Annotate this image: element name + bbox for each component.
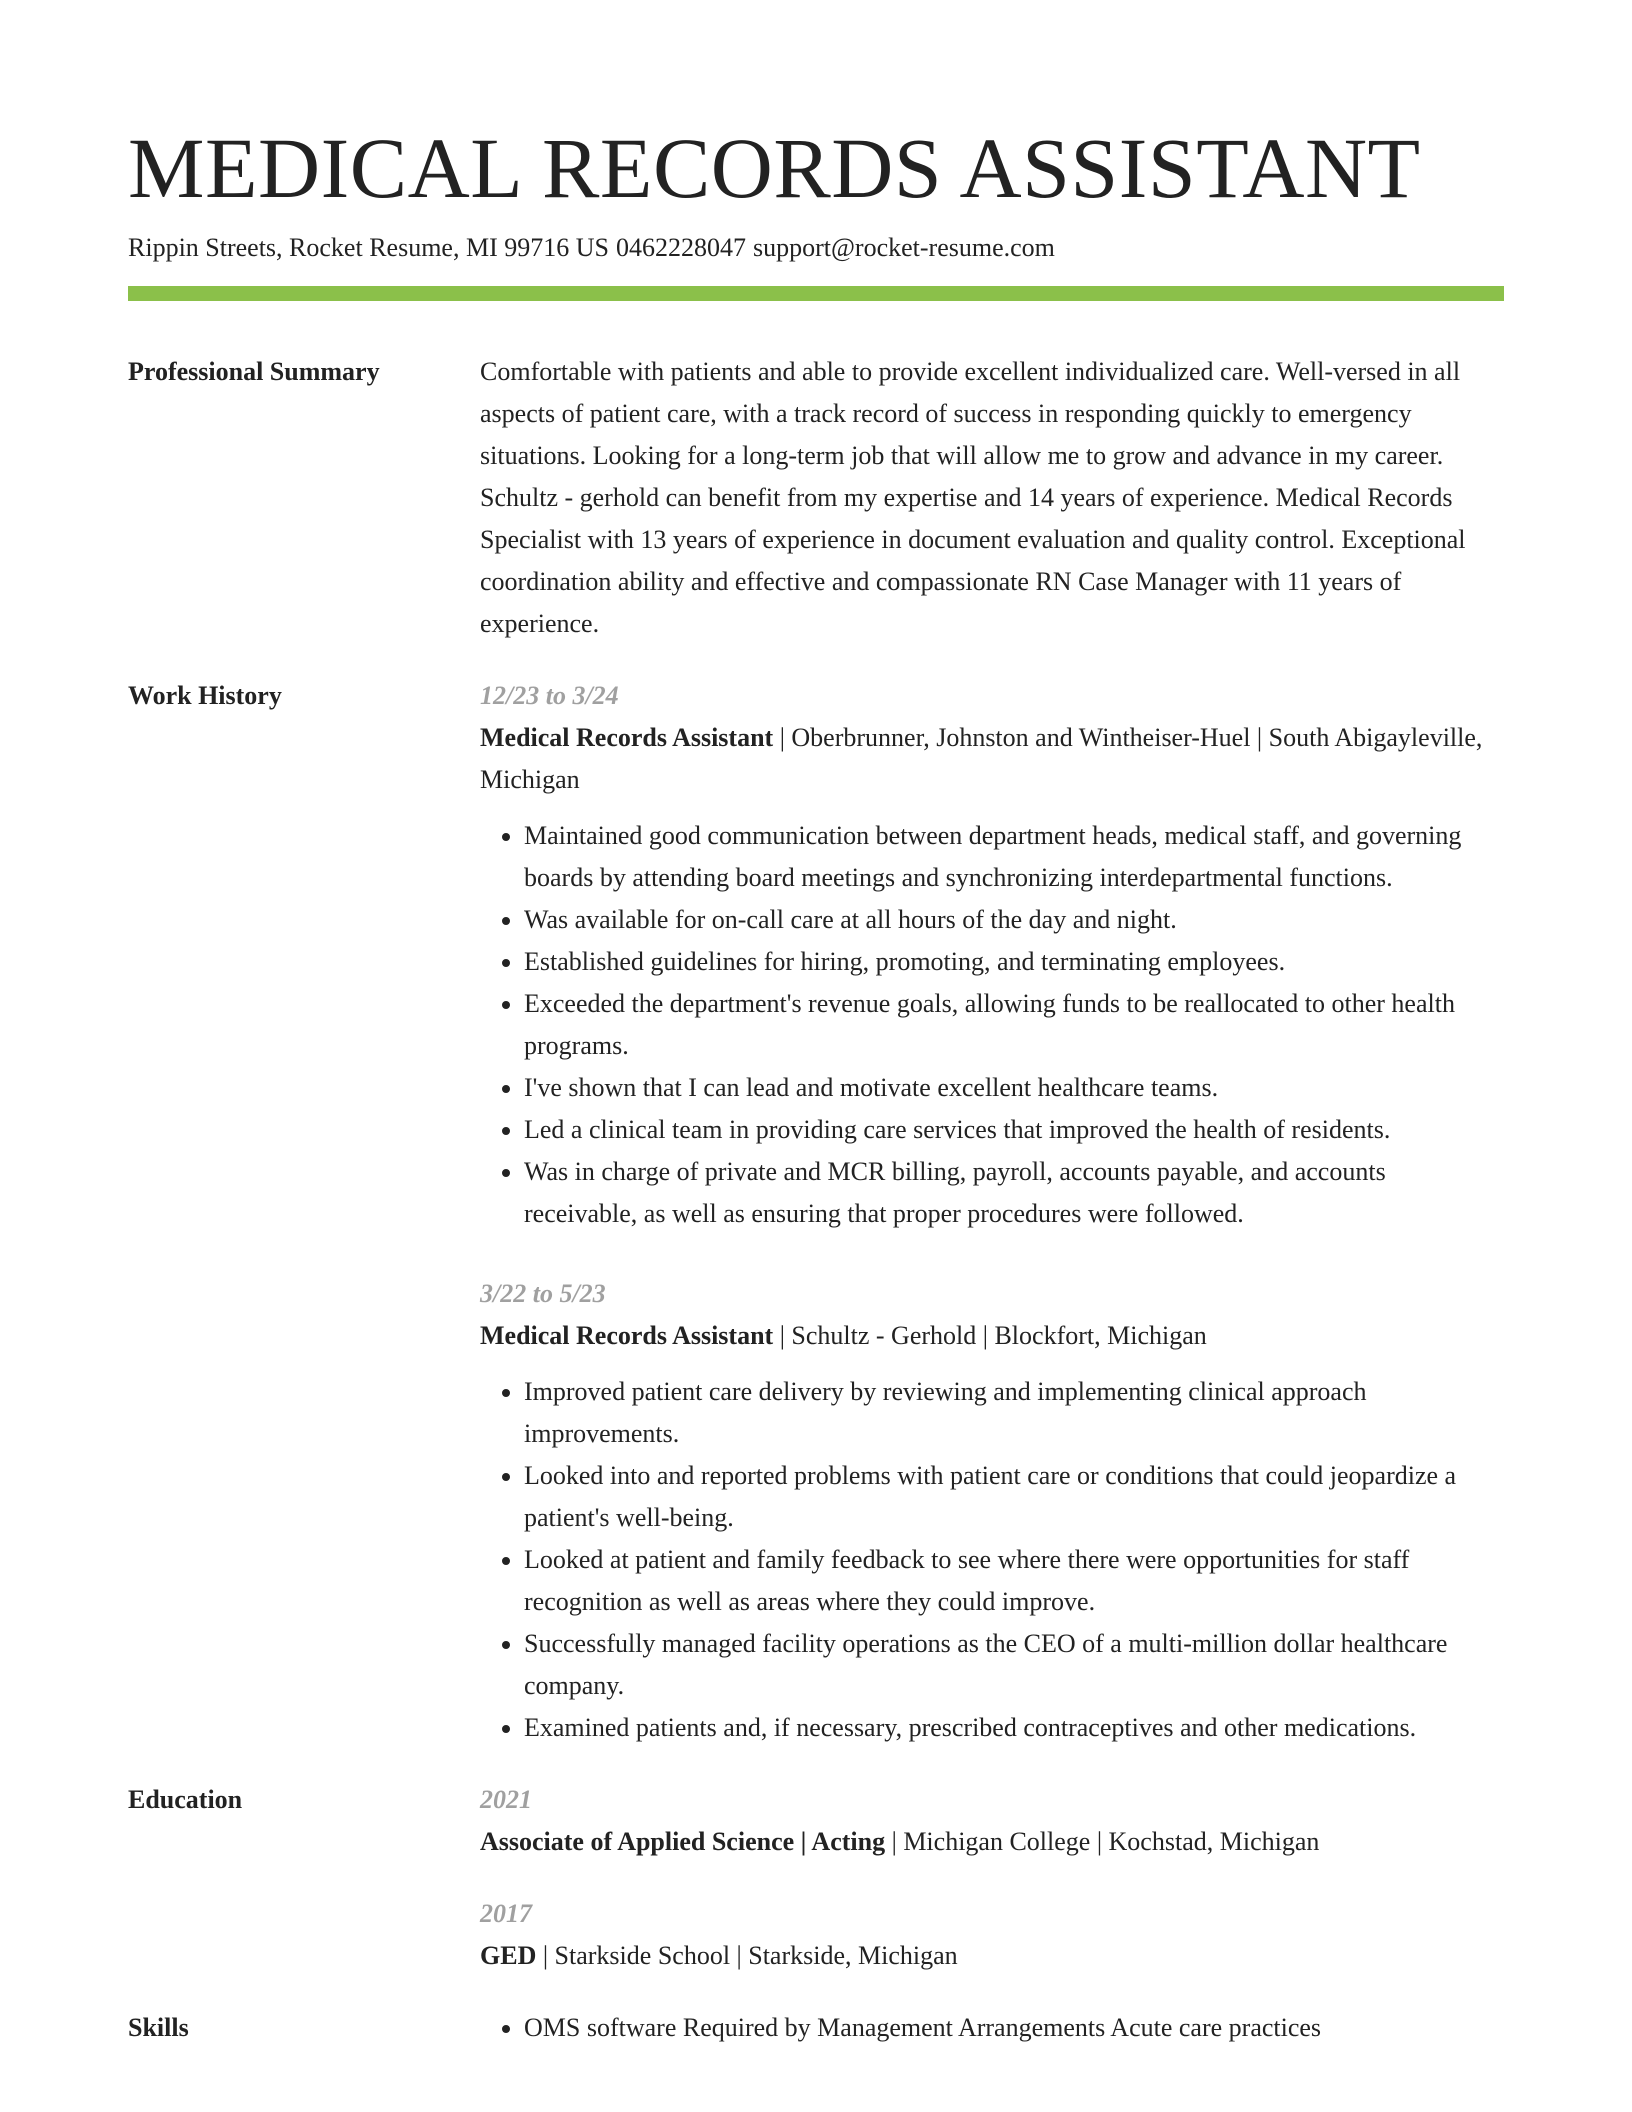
work-history-section	[128, 675, 1504, 1749]
list-item: • Looked at patient and family feedback to see where there were opportunities for staff recognition as well as areas where they could improve.	[524, 1539, 1504, 1623]
contact-phone: 0462228047	[615, 233, 746, 262]
list-item: • Exceeded the department's revenue goals, allowing funds to be reallocated to other health programs.	[524, 983, 1504, 1067]
list-item: • Led a clinical team in providing care services that improved the health of residents.	[524, 1109, 1504, 1151]
job-dates: 12/23 to 3/24	[480, 681, 619, 710]
education-body	[480, 1779, 1504, 1977]
job-title: Medical Records Assistant	[480, 1321, 774, 1350]
job-title-line	[480, 1315, 1504, 1357]
resume-page	[128, 118, 1504, 2049]
list-item: • Established guidelines for hiring, promoting, and terminating employees.	[524, 941, 1504, 983]
job-dates: 3/22 to 5/23	[480, 1279, 606, 1308]
skills-body	[480, 2007, 1504, 2049]
contact-email: support@rocket-resume.com	[752, 233, 1055, 262]
education-details: | Michigan College | Kochstad, Michigan	[885, 1827, 1320, 1856]
job-title-line	[480, 717, 1504, 801]
list-item: • Examined patients and, if necessary, prescribed contraceptives and other medications.	[524, 1707, 1504, 1749]
education-degree: Associate of Applied Science | Acting	[480, 1827, 886, 1856]
job-entry	[480, 675, 1504, 1235]
skills-label: Skills	[128, 2013, 189, 2042]
work-history-body	[480, 675, 1504, 1749]
list-item: • Was in charge of private and MCR billing, payroll, accounts payable, and accounts receivable, as well as ensuring that proper procedures were followed.	[524, 1151, 1504, 1235]
contact-line	[128, 230, 1504, 266]
education-details: | Starkside School | Starkside, Michigan	[536, 1941, 958, 1970]
list-item: • Was available for on-call care at all hours of the day and night.	[524, 899, 1504, 941]
education-entry	[480, 1893, 1504, 1977]
job-bullets	[480, 1371, 1504, 1749]
summary-label: Professional Summary	[128, 357, 380, 386]
contact-address: Rippin Streets, Rocket Resume, MI 99716 US	[128, 233, 609, 262]
education-line	[480, 1821, 1504, 1863]
list-item: • Improved patient care delivery by reviewing and implementing clinical approach improvements.	[524, 1371, 1504, 1455]
job-bullets	[480, 815, 1504, 1235]
job-entry	[480, 1273, 1504, 1749]
education-line	[480, 1935, 1504, 1977]
skills-section	[128, 2007, 1504, 2049]
education-degree: GED	[480, 1941, 537, 1970]
list-item: • Successfully managed facility operations as the CEO of a multi-million dollar healthcare company.	[524, 1623, 1504, 1707]
list-item: • Looked into and reported problems with patient care or conditions that could jeopardize a patient's well-being.	[524, 1455, 1504, 1539]
summary-text: Comfortable with patients and able to provide excellent individualized care. Well-versed in all aspects of patient care, with a track record of success in responding quickly to emergency situations. Looking for a long-term job that will allow me to grow and advance in my career. Schultz - gerhold can benefit from my expertise and 14 years of experience. Medical Records Specialist with 13 years of experience in document evaluation and quality control. Exceptional coordination ability and effective and compassionate RN Case Manager with 11 years of experience.	[480, 357, 1466, 638]
job-title: Medical Records Assistant	[480, 723, 774, 752]
skills-list	[480, 2007, 1504, 2049]
job-details: | Schultz - Gerhold | Blockfort, Michigan	[773, 1321, 1207, 1350]
education-year: 2021	[480, 1785, 532, 1814]
job-details: | Oberbrunner, Johnston and Wintheiser-Huel | South Abigayleville, Michigan	[480, 723, 1483, 794]
education-year: 2017	[480, 1899, 532, 1928]
list-item: • I've shown that I can lead and motivate excellent healthcare teams.	[524, 1067, 1504, 1109]
accent-divider	[128, 286, 1504, 301]
list-item: • Maintained good communication between department heads, medical staff, and governing boards by attending board meetings and synchronizing interdepartmental functions.	[524, 815, 1504, 899]
education-section	[128, 1779, 1504, 1977]
education-label: Education	[128, 1785, 243, 1814]
list-item: • OMS software Required by Management Arrangements Acute care practices	[524, 2007, 1504, 2049]
resume-name-heading: MEDICAL RECORDS ASSISTANT	[128, 120, 1421, 216]
education-entry	[480, 1779, 1504, 1863]
work-history-label: Work History	[128, 681, 282, 710]
summary-section	[128, 351, 1504, 645]
